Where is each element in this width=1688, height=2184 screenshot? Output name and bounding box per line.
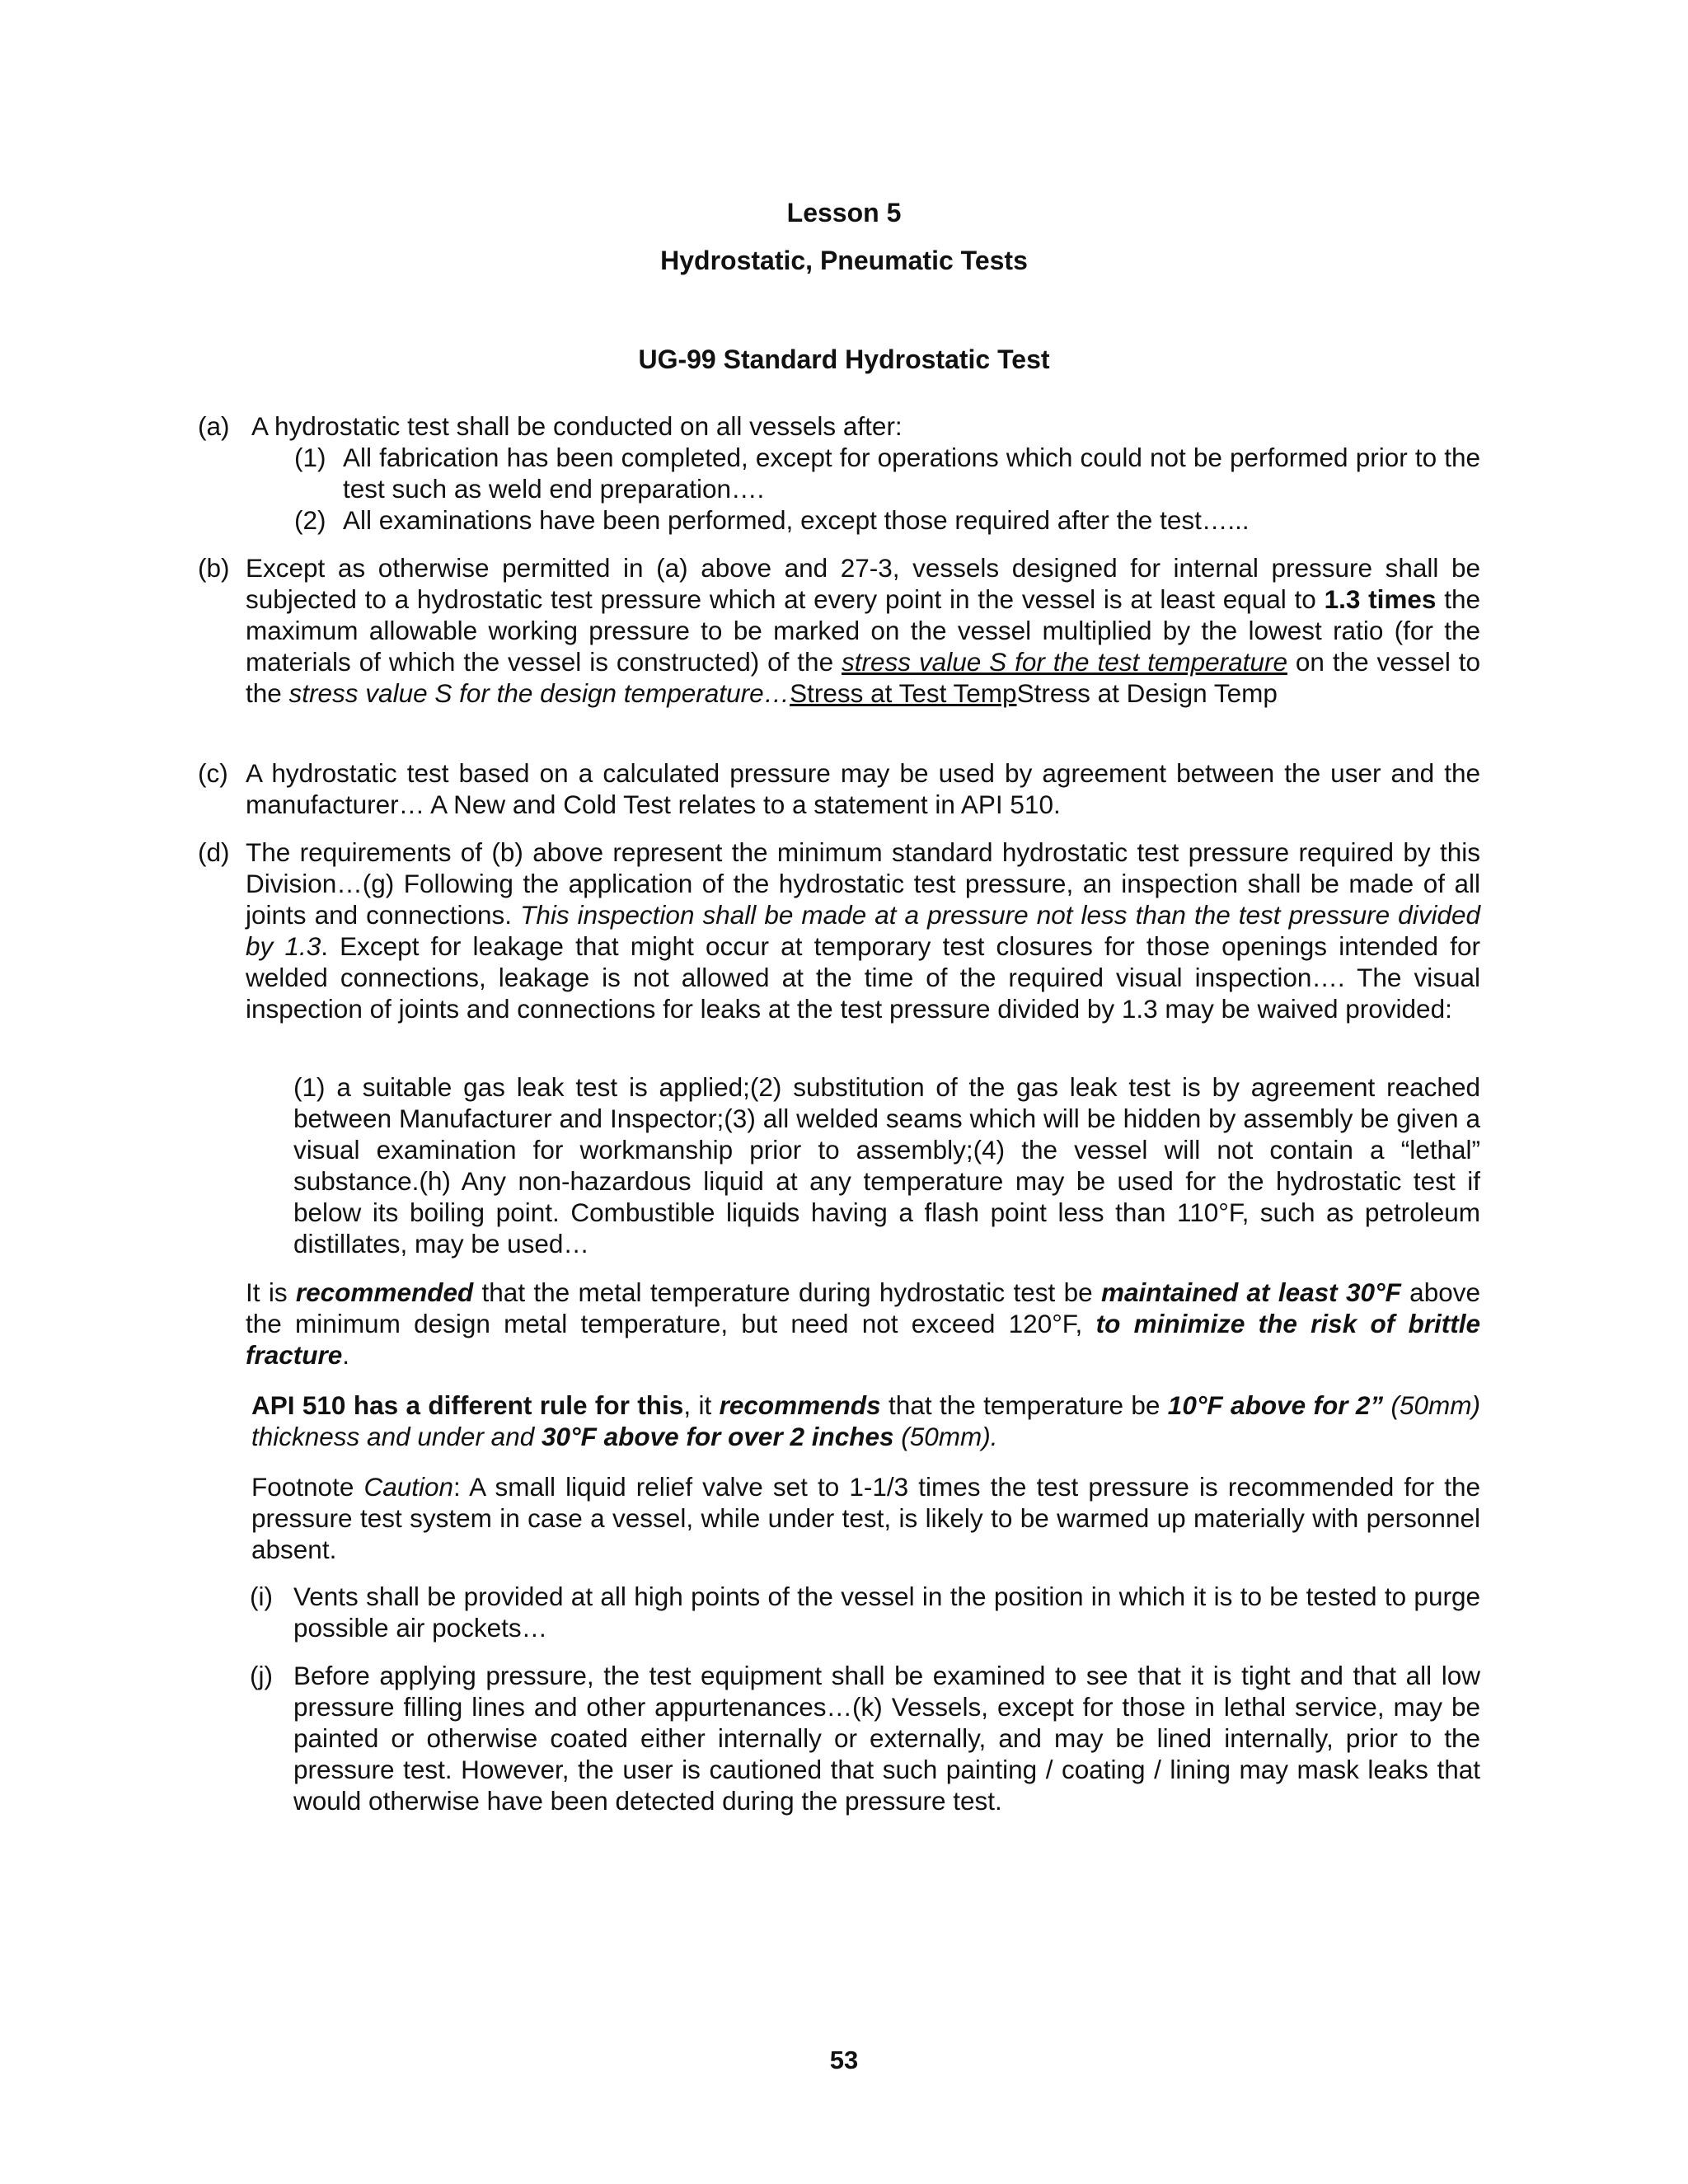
paragraph-b-label: (b) [198,553,230,583]
paragraph-a-item1-label: (1) [294,443,326,472]
lesson-title: Lesson 5 [786,198,902,227]
paragraph-a-text: A hydrostatic test shall be conducted on all vessels after: [251,411,903,441]
section-title: UG-99 Standard Hydrostatic Test [638,344,1050,374]
lesson-subtitle: Hydrostatic, Pneumatic Tests [660,246,1028,275]
page-number: 53 [829,2046,859,2074]
footnote-caution: Footnote Caution: A small liquid relief valve set to 1-1/3 times the test pressure is recommended for the pressure test system in case a vessel, while under test, is likely to be warmed up materially with personnel absent. [251,1472,1481,1564]
paragraph-d-text: The requirements of (b) above represent the minimum standard hydrostatic test pressure required by this Division…(g) Following the application of the hydrostatic test pressure, an inspection shall be made of all joints and connections. This inspection shall be made at a pressure not less than the test pressure divided by 1.3. Except for leakage that might occur at temporary test closures for those openings intended for welded connections, leakage is not allowed at the time of the required visual inspection…. The visual inspection of joints and connections for leaks at the test pressure divided by 1.3 may be waived provided: [246,837,1480,1024]
paragraph-b-text: Except as otherwise permitted in (a) above and 27-3, vessels designed for internal pressure shall be subjected to a hydrostatic test pressure which at every point in the vessel is at least equal to 1.3 times the maximum allowable working pressure to be marked on the vessel multiplied by the lowest ratio (for the materials of which the vessel is constructed) of the stress value S for the test temperature on the vessel to the stress value S for the design temperature…Stress at Test TempStress at Design Temp [246,553,1480,708]
paragraph-c-text: A hydrostatic test based on a calculated pressure may be used by agreement between the user and the manufacturer… A New and Cold Test relates to a statement in API 510. [246,758,1480,819]
paragraph-a-item1-text: All fabrication has been completed, except for operations which could not be performed prior to the test such as weld end preparation…. [343,443,1480,504]
paragraph-d-label: (d) [198,837,230,867]
paragraph-a-label: (a) [198,411,230,441]
paragraph-i-label: (i) [250,1582,273,1611]
recommendation-paragraph: It is recommended that the metal temperature during hydrostatic test be maintained at least 30°F above the minimum design metal temperature, but need not exceed 120°F, to minimize the risk of brittle fracture. [246,1277,1480,1370]
paragraph-i-text: Vents shall be provided at all high points of the vessel in the position in which it is to be tested to purge possible air pockets… [293,1582,1480,1643]
paragraph-a-item2-label: (2) [294,505,326,535]
paragraph-a-item2-text: All examinations have been performed, except those required after the test…... [343,505,1250,535]
paragraph-c-label: (c) [198,758,228,788]
paragraph-j-text: Before applying pressure, the test equipment shall be examined to see that it is tight and that all low pressure filling lines and other appurtenances…(k) Vessels, except for those in lethal service, may be painted or otherwise coated either internally or externally, and may be lined internally, prior to the pressure test. However, the user is cautioned that such painting / coating / lining may mask leaks that would otherwise have been detected during the pressure test. [293,1661,1480,1816]
paragraph-d-conditions: (1) a suitable gas leak test is applied;(2) substitution of the gas leak test is by agreement reached between Manufacturer and Inspector;(3) all welded seams which will be hidden by assembly be given a visual examination for workmanship prior to assembly;(4) the vessel will not contain a “lethal” substance.(h) Any non-hazardous liquid at any temperature may be used for the hydrostatic test if below its boiling point. Combustible liquids having a flash point less than 110°F, such as petroleum distillates, may be used… [293,1072,1480,1258]
paragraph-j-label: (j) [250,1661,273,1690]
api-510-paragraph: API 510 has a different rule for this, it recommends that the temperature be 10°F above for 2” (50mm) thickness and under and 30°F above for over 2 inches (50mm). [251,1390,1481,1451]
